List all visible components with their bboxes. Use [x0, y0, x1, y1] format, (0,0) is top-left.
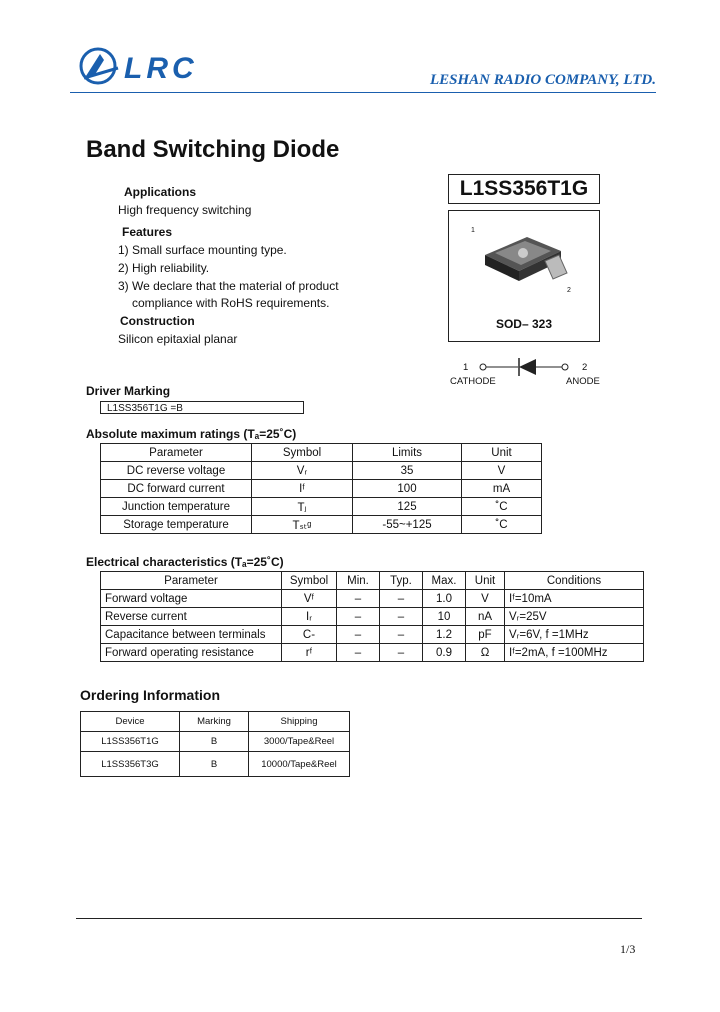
cell: Forward voltage — [101, 590, 282, 608]
part-number: L1SS356T1G — [448, 174, 600, 204]
abs-max-heading: Absolute maximum ratings (Tₐ=25˚C) — [86, 427, 297, 441]
cell: C- — [282, 626, 337, 644]
diagram-pin2: 2 — [582, 362, 588, 373]
cell: Capacitance between terminals — [101, 626, 282, 644]
cell: Vᵣ=25V — [505, 608, 644, 626]
cell: V — [462, 462, 542, 480]
table-row — [101, 480, 542, 498]
cell: nA — [466, 608, 505, 626]
cell: Forward operating resistance — [101, 644, 282, 662]
table-header-row — [81, 712, 350, 732]
cell: B — [180, 732, 249, 752]
cell: Vᵣ — [252, 462, 353, 480]
elec-heading: Electrical characteristics (Tₐ=25˚C) — [86, 555, 284, 569]
cell: pF — [466, 626, 505, 644]
cell: Iᵣ — [282, 608, 337, 626]
cell: 3000/Tape&Reel — [249, 732, 350, 752]
table-row — [81, 732, 350, 752]
cell: – — [337, 644, 380, 662]
cathode-label: CATHODE — [450, 376, 496, 387]
cell: 1.2 — [423, 626, 466, 644]
feature-item-1: 1) Small surface mounting type. — [118, 243, 287, 257]
features-heading: Features — [122, 225, 173, 239]
cell: rᶠ — [282, 644, 337, 662]
cell: – — [380, 626, 423, 644]
cell: mA — [462, 480, 542, 498]
cell: L1SS356T1G — [81, 732, 180, 752]
cell: Vᶠ — [282, 590, 337, 608]
table-row — [101, 626, 644, 644]
col-symbol: Symbol — [252, 444, 353, 462]
cell: 10 — [423, 608, 466, 626]
ordering-heading: Ordering Information — [80, 687, 220, 703]
col-shipping: Shipping — [249, 712, 350, 732]
lrc-logo-icon — [78, 46, 122, 86]
col-conditions: Conditions — [505, 572, 644, 590]
cell: 35 — [353, 462, 462, 480]
table-row — [81, 752, 350, 777]
cell: ˚C — [462, 498, 542, 516]
cell: 1.0 — [423, 590, 466, 608]
col-min: Min. — [337, 572, 380, 590]
table-row — [101, 590, 644, 608]
cell: L1SS356T3G — [81, 752, 180, 777]
package-box — [448, 210, 600, 342]
cell: Vᵣ=6V, f =1MHz — [505, 626, 644, 644]
cell: DC reverse voltage — [101, 462, 252, 480]
package-pin2: 2 — [567, 287, 571, 294]
cell: V — [466, 590, 505, 608]
feature-item-3: 3) We declare that the material of product — [118, 279, 339, 293]
table-row — [101, 498, 542, 516]
package-pin1: 1 — [471, 227, 475, 234]
feature-item-4: compliance with RoHS requirements. — [132, 296, 330, 310]
col-parameter: Parameter — [101, 572, 282, 590]
col-unit: Unit — [466, 572, 505, 590]
cell: – — [380, 590, 423, 608]
cell: DC forward current — [101, 480, 252, 498]
cell: – — [380, 644, 423, 662]
cell: -55~+125 — [353, 516, 462, 534]
elec-table — [100, 571, 644, 662]
page-number: 1/3 — [620, 942, 636, 956]
cell: Iᶠ=10mA — [505, 590, 644, 608]
construction-text: Silicon epitaxial planar — [118, 332, 238, 346]
cell: 125 — [353, 498, 462, 516]
table-row — [101, 516, 542, 534]
feature-item-2: 2) High reliability. — [118, 261, 210, 275]
cell: 0.9 — [423, 644, 466, 662]
col-symbol: Symbol — [282, 572, 337, 590]
driver-marking-value: L1SS356T1G =B — [100, 401, 304, 414]
construction-heading: Construction — [120, 314, 195, 328]
header-divider — [70, 92, 656, 93]
col-typ: Typ. — [380, 572, 423, 590]
table-header-row — [101, 444, 542, 462]
cell: Iᶠ=2mA, f =100MHz — [505, 644, 644, 662]
table-row — [101, 608, 644, 626]
cell: Reverse current — [101, 608, 282, 626]
cell: – — [337, 608, 380, 626]
applications-text: High frequency switching — [118, 203, 252, 217]
package-label: SOD– 323 — [495, 317, 553, 331]
cell: ˚C — [462, 516, 542, 534]
page-title: Band Switching Diode — [86, 136, 340, 163]
anode-label: ANODE — [566, 376, 600, 387]
col-unit: Unit — [462, 444, 542, 462]
logo-text: LRC — [124, 52, 198, 85]
applications-heading: Applications — [124, 185, 197, 199]
table-row — [101, 644, 644, 662]
cell: 10000/Tape&Reel — [249, 752, 350, 777]
cell: 100 — [353, 480, 462, 498]
col-max: Max. — [423, 572, 466, 590]
driver-marking-heading: Driver Marking — [86, 384, 171, 398]
cell: Tⱼ — [252, 498, 353, 516]
cell: Ω — [466, 644, 505, 662]
cell: – — [337, 626, 380, 644]
cell: Junction temperature — [101, 498, 252, 516]
col-marking: Marking — [180, 712, 249, 732]
cell: – — [337, 590, 380, 608]
footer-divider — [76, 918, 642, 919]
table-row — [101, 462, 542, 480]
diagram-pin1: 1 — [463, 362, 469, 373]
cell: – — [380, 608, 423, 626]
col-parameter: Parameter — [101, 444, 252, 462]
col-device: Device — [81, 712, 180, 732]
cell: Tₛₜᵍ — [252, 516, 353, 534]
col-limits: Limits — [353, 444, 462, 462]
company-name: LESHAN RADIO COMPANY, LTD. — [429, 72, 656, 88]
table-header-row — [101, 572, 644, 590]
cell: B — [180, 752, 249, 777]
cell: Iᶠ — [252, 480, 353, 498]
ordering-table — [80, 711, 350, 777]
diode-symbol-icon — [476, 356, 576, 378]
abs-max-table — [100, 443, 542, 534]
cell: Storage temperature — [101, 516, 252, 534]
